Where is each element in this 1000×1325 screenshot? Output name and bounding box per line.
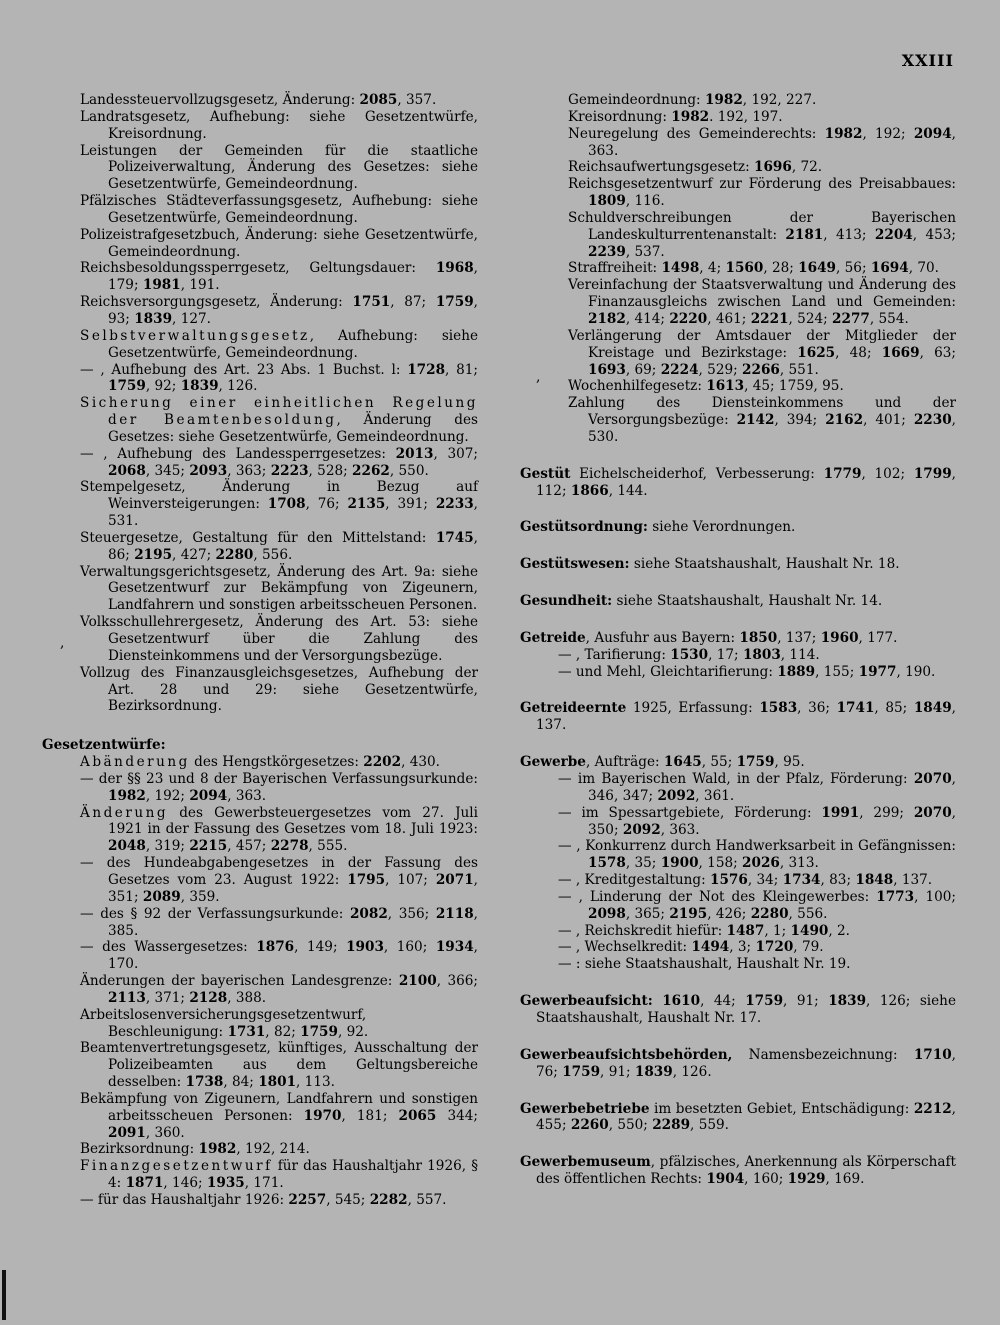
index-entry: Neuregelung des Gemeinderechts: 1982, 192; 2094, 363.	[568, 125, 956, 159]
index-entry: Abänderung des Hengstkörgesetzes: 2202, 430.	[80, 754, 441, 771]
index-entry: Sicherung einer einheitlichen Regelung der Beamtenbesoldung, Änderung des Gesetzes: siehe Gesetzentwürfe, Gemeindeordnung.	[80, 395, 479, 445]
index-entry: Gestüt Eichelscheiderhof, Verbesserung: 1779, 102; 1799, 112; 1866, 144.	[520, 465, 956, 499]
index-entry: Pfälzisches Städteverfassungsgesetz, Aufhebung: siehe Gesetzentwürfe, Gemeindeordnung.	[80, 193, 478, 226]
index-entry: — für das Haushaltjahr 1926: 2257, 545; 2282, 557.	[80, 1192, 447, 1208]
index-entry: Finanzgesetzentwurf für das Haushaltjahr 1926, § 4: 1871, 146; 1935, 171.	[80, 1158, 478, 1192]
index-entry: Verwaltungsgerichtsgesetz, Änderung des Art. 9a: siehe Gesetzentwurf zur Bekämpfung von Zigeunern, Landfahrern und sonstigen arbeitsscheuen Personen.	[80, 563, 478, 614]
index-entry: Reichsgesetzentwurf zur Förderung des Preisabbaues: 1809, 116.	[568, 176, 956, 210]
index-entry: Gewerbebetriebe im besetzten Gebiet, Entschädigung: 2212, 455; 2260, 550; 2289, 559.	[520, 1100, 956, 1134]
index-entry: Stempelgesetz, Änderung in Bezug auf Weinversteigerungen: 1708, 76; 2135, 391; 2233, 531.	[80, 479, 478, 530]
index-entry: — : siehe Staatshaushalt, Haushalt Nr. 19.	[558, 956, 851, 973]
index-entry: — im Spessartgebiete, Förderung: 1991, 299; 2070, 350; 2092, 363.	[558, 804, 956, 838]
index-entry: — , Kreditgestaltung: 1576, 34; 1734, 83; 1848, 137.	[558, 872, 933, 889]
index-entry: Arbeitslosenversicherungsgesetzentwurf, Beschleunigung: 1731, 82; 1759, 92.	[80, 1006, 369, 1040]
index-entry: Änderungen der bayerischen Landesgrenze: 2100, 366; 2113, 371; 2128, 388.	[80, 973, 478, 1006]
index-entry: Kreisordnung: 1982. 192, 197.	[568, 108, 783, 125]
index-entry: Reichsaufwertungsgesetz: 1696, 72.	[568, 159, 823, 176]
index-entry: Bezirksordnung: 1982, 192, 214.	[80, 1141, 310, 1158]
index-entry: — der §§ 23 und 8 der Bayerischen Verfassungsurkunde: 1982, 192; 2094, 363.	[80, 770, 478, 804]
index-entry: Änderung des Gewerbsteuergesetzes vom 27. Juli 1921 in der Fassung des Gesetzes vom 18. Juli 1923: 2048, 319; 2215, 457; 2278, 555.	[80, 804, 478, 855]
index-entry: Gesetzentwürfe:	[42, 737, 166, 754]
index-entry: Volksschullehrergesetz, Änderung des Art. 53: siehe Gesetzentwurf über die Zahlung des Diensteinkommens und der Versorgungsbezüge.	[80, 614, 478, 664]
index-entry: Reichsbesoldungssperrgesetz, Geltungsdauer: 1968, 179; 1981, 191.	[80, 260, 478, 294]
index-entry: Selbstverwaltungsgesetz, Aufhebung: siehe Gesetzentwürfe, Gemeindeordnung.	[80, 327, 478, 361]
index-entry: — , Aufhebung des Art. 23 Abs. 1 Buchst. l: 1728, 81; 1759, 92; 1839, 126.	[80, 361, 478, 395]
index-entry: Landratsgesetz, Aufhebung: siehe Gesetzentwürfe, Kreisordnung.	[80, 108, 478, 142]
index-entry: — im Bayerischen Wald, in der Pfalz, Förderung: 2070, 346, 347; 2092, 361.	[558, 771, 956, 804]
margin-tick-mark: ,	[536, 369, 541, 385]
index-entry: Steuergesetze, Gestaltung für den Mittelstand: 1745, 86; 2195, 427; 2280, 556.	[80, 529, 478, 563]
index-entry: — des Wassergesetzes: 1876, 149; 1903, 160; 1934, 170.	[80, 939, 478, 973]
index-entry: Verlängerung der Amtsdauer der Mitglieder der Kreistage und Bezirkstage: 1625, 48; 1669, 63; 1693, 69; 2224, 529; 2266, 551.	[568, 327, 956, 378]
index-entry: Leistungen der Gemeinden für die staatliche Polizeiverwaltung, Änderung des Gesetzes: siehe Gesetzentwürfe, Gemeindeordnung.	[80, 142, 478, 193]
index-entry: Wochenhilfegesetz: 1613, 45; 1759, 95.	[568, 378, 844, 395]
page-edge-mark	[2, 1270, 6, 1320]
index-entry: — und Mehl, Gleichtarifierung: 1889, 155; 1977, 190.	[558, 663, 936, 680]
index-entry: Gestütsordnung: siehe Verordnungen.	[520, 519, 796, 536]
index-entry: — , Linderung der Not des Kleingewerbes: 1773, 100; 2098, 365; 2195, 426; 2280, 556.	[558, 888, 956, 922]
index-entry: Gesundheit: siehe Staatshaushalt, Haushalt Nr. 14.	[520, 593, 883, 610]
index-entry: Polizeistrafgesetzbuch, Änderung: siehe Gesetzentwürfe, Gemeindeordnung.	[80, 226, 478, 260]
page-number: XXIII	[901, 51, 954, 70]
index-entry: Zahlung des Diensteinkommens und der Versorgungsbezüge: 2142, 394; 2162, 401; 2230, 530.	[568, 395, 956, 445]
index-entry: Schuldverschreibungen der Bayerischen Landeskulturrentenanstalt: 2181, 413; 2204, 453; 2239, 537.	[568, 209, 956, 260]
index-entry: Gewerbemuseum, pfälzisches, Anerkennung als Körperschaft des öffentlichen Rechts: 1904, 160; 1929, 169.	[520, 1154, 956, 1188]
index-entry: Reichsversorgungsgesetz, Änderung: 1751, 87; 1759, 93; 1839, 127.	[80, 294, 478, 327]
index-entry: — , Tarifierung: 1530, 17; 1803, 114.	[558, 646, 820, 663]
index-entry: — , Reichskredit hiefür: 1487, 1; 1490, 2.	[558, 922, 850, 939]
index-entry: — des § 92 der Verfassungsurkunde: 2082, 356; 2118, 385.	[80, 905, 478, 939]
index-entry: — des Hundeabgabengesetzes in der Fassung des Gesetzes vom 23. August 1922: 1795, 107; 2071, 351; 2089, 359.	[80, 855, 478, 905]
index-entry: Gewerbeaufsichtsbehörden, Namensbezeichnung: 1710, 76; 1759, 91; 1839, 126.	[520, 1046, 956, 1080]
index-entry: Gewerbe, Aufträge: 1645, 55; 1759, 95.	[520, 754, 805, 771]
index-entry: Getreide, Ausfuhr aus Bayern: 1850, 137; 1960, 177.	[520, 629, 898, 646]
index-entry: Vollzug des Finanzausgleichsgesetzes, Aufhebung der Art. 28 und 29: siehe Gesetzentwürfe, Bezirksordnung.	[80, 664, 478, 715]
index-entry: Bekämpfung von Zigeunern, Landfahrern und sonstigen arbeitsscheuen Personen: 1970, 181; 2065 344; 2091, 360.	[80, 1090, 478, 1141]
index-entry: Vereinfachung der Staatsverwaltung und Änderung des Finanzausgleichs zwischen Land und Gemeinden: 2182, 414; 2220, 461; 2221, 524; 2277, 554.	[568, 277, 956, 327]
index-entry: Straffreiheit: 1498, 4; 1560, 28; 1649, 56; 1694, 70.	[568, 260, 939, 277]
left-column	[42, 92, 478, 1209]
index-entry: — , Wechselkredit: 1494, 3; 1720, 79.	[558, 939, 824, 956]
index-entry: — , Aufhebung des Landessperrgesetzes: 2013, 307; 2068, 345; 2093, 363; 2223, 528; 2262, 550.	[80, 445, 479, 479]
right-column	[520, 92, 956, 1188]
index-entry: Gemeindeordnung: 1982, 192, 227.	[568, 92, 817, 108]
index-entry: Landessteuervollzugsgesetz, Änderung: 2085, 357.	[80, 92, 437, 108]
margin-tick-mark: ,	[60, 635, 65, 651]
index-entry: Gestütswesen: siehe Staatshaushalt, Haushalt Nr. 18.	[520, 556, 900, 573]
index-entry: — , Konkurrenz durch Handwerksarbeit in Gefängnissen: 1578, 35; 1900, 158; 2026, 313.	[558, 838, 956, 872]
index-entry: Gewerbeaufsicht: 1610, 44; 1759, 91; 1839, 126; siehe Staatshaushalt, Haushalt Nr. 17.	[520, 993, 956, 1026]
index-entry: Beamtenvertretungsgesetz, künftiges, Ausschaltung der Polizeibeamten aus dem Geltungsbereiche desselben: 1738, 84; 1801, 113.	[80, 1040, 478, 1091]
index-entry: Getreideernte 1925, Erfassung: 1583, 36; 1741, 85; 1849, 137.	[520, 700, 956, 734]
